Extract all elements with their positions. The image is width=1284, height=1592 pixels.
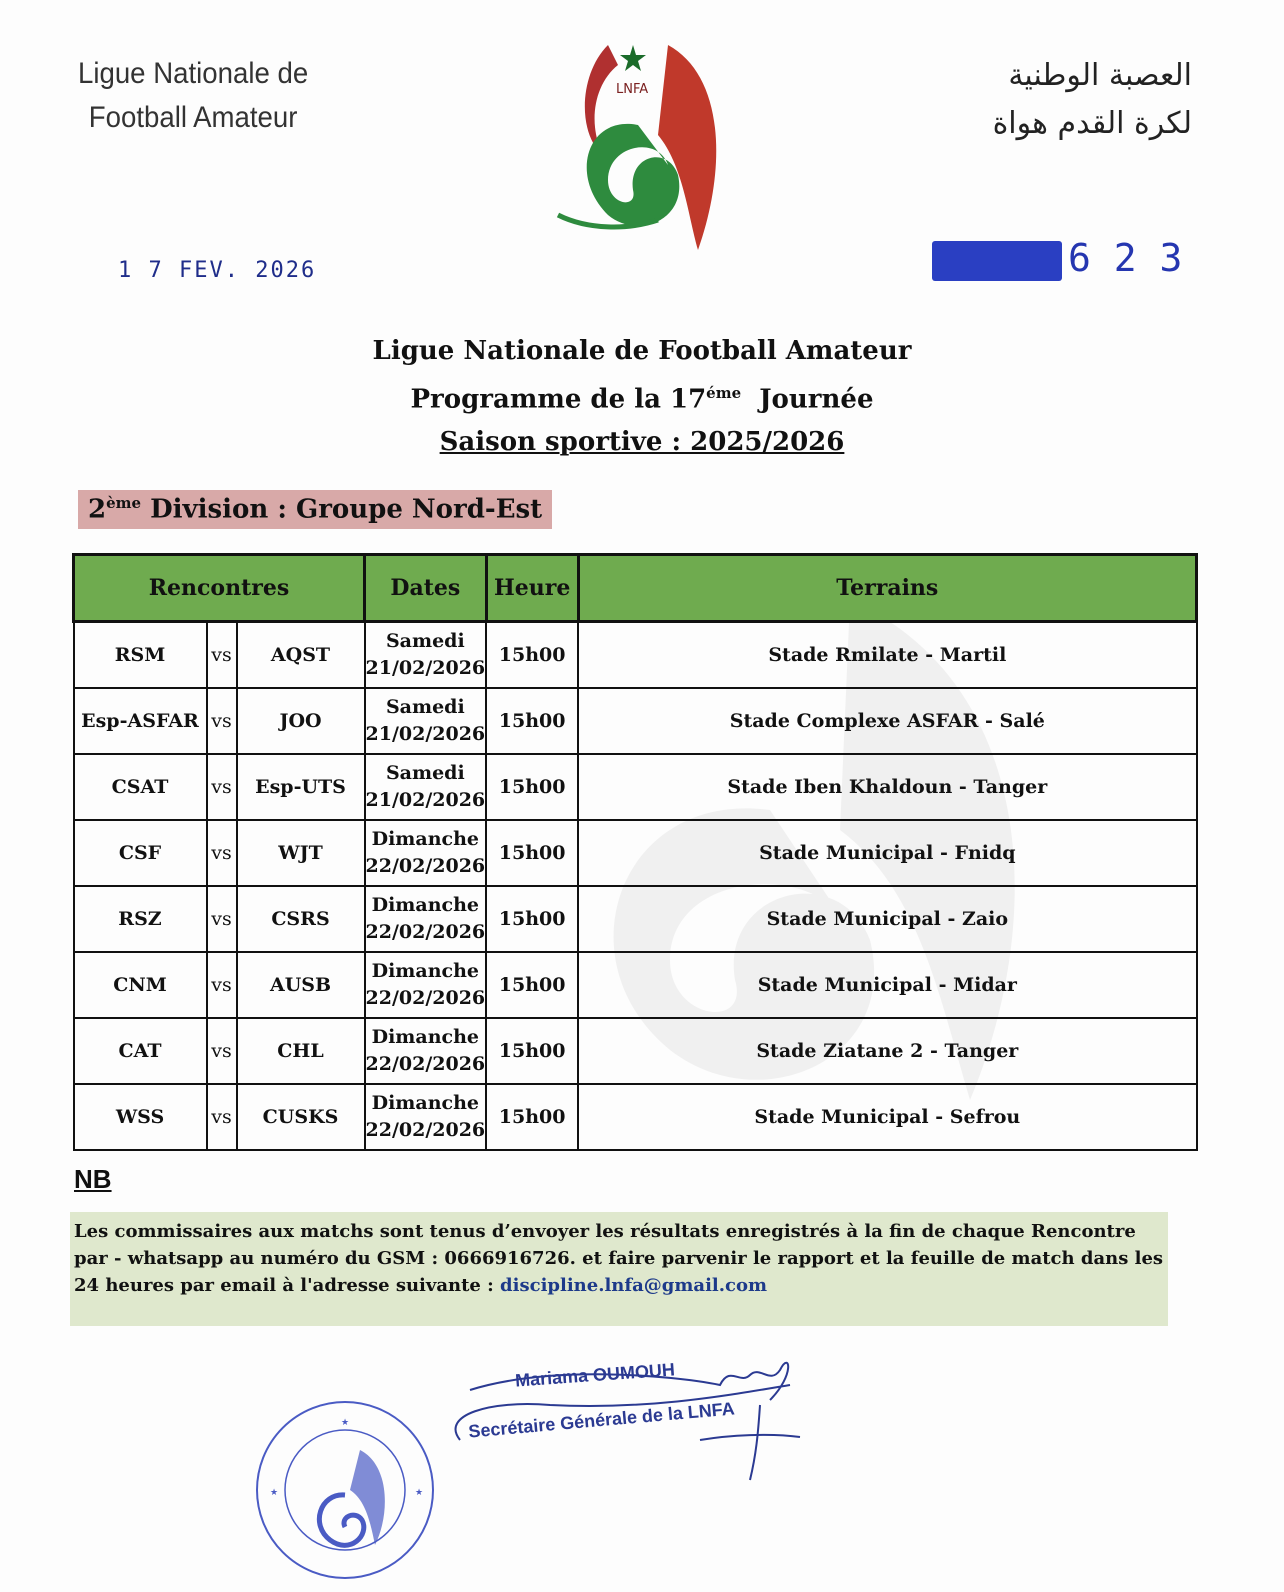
match-venue: Stade Complexe ASFAR - Salé	[578, 688, 1196, 754]
nb-note	[70, 1212, 1168, 1326]
nb-text: Les commissaires aux matchs sont tenus d’envoyer les résultats enregistrés à la fin de chaque Rencontre par - whatsapp au numéro du GSM : 0666916726. et faire parvenir le rapport et la feuille de match dans les 24 heures par email à l'adresse suivante :	[74, 1221, 1164, 1296]
nb-email: discipline.lnfa@gmail.com	[500, 1275, 768, 1296]
division-number: 2	[88, 494, 107, 525]
document-title	[0, 330, 1284, 463]
header-heure: Heure	[486, 555, 578, 622]
header-rencontres: Rencontres	[74, 555, 365, 622]
match-date	[365, 622, 487, 689]
match-time: 15h00	[486, 622, 578, 689]
match-day: Dimanche	[371, 960, 480, 982]
table-row	[74, 622, 1197, 689]
reference-stamp	[932, 236, 1182, 281]
match-day: Dimanche	[371, 1092, 480, 1114]
match-date	[365, 820, 487, 886]
table-row	[74, 820, 1197, 886]
table-row	[74, 688, 1197, 754]
vs-label: vs	[207, 952, 237, 1018]
match-date	[365, 688, 487, 754]
away-team: CSRS	[237, 886, 365, 952]
match-date-value: 21/02/2026	[365, 657, 486, 679]
vs-label: vs	[207, 886, 237, 952]
lnfa-logo	[548, 15, 738, 260]
away-team: AQST	[237, 622, 365, 689]
header-terrains: Terrains	[578, 555, 1196, 622]
division-label	[78, 490, 552, 529]
title-line3: Saison sportive : 2025/2026	[439, 426, 845, 457]
title-line2-suffix: Journée	[759, 384, 874, 415]
match-day: Dimanche	[371, 1026, 480, 1048]
match-date-value: 22/02/2026	[365, 921, 486, 943]
svg-text:★: ★	[270, 1488, 279, 1498]
match-time: 15h00	[486, 886, 578, 952]
match-time: 15h00	[486, 952, 578, 1018]
match-venue: Stade Municipal - Midar	[578, 952, 1196, 1018]
table-row	[74, 886, 1197, 952]
match-date-value: 22/02/2026	[365, 987, 486, 1009]
table-row	[74, 1018, 1197, 1084]
table-row	[74, 1084, 1197, 1150]
away-team: WJT	[237, 820, 365, 886]
nb-label: NB	[74, 1164, 112, 1194]
match-time: 15h00	[486, 754, 578, 820]
vs-label: vs	[207, 688, 237, 754]
away-team: CHL	[237, 1018, 365, 1084]
match-venue: Stade Rmilate - Martil	[578, 622, 1196, 689]
title-line1: Ligue Nationale de Football Amateur	[372, 336, 912, 366]
match-date	[365, 1018, 487, 1084]
home-team: CNM	[74, 952, 207, 1018]
match-day: Samedi	[385, 762, 465, 784]
match-venue: Stade Municipal - Fnidq	[578, 820, 1196, 886]
table-header-row	[74, 555, 1197, 622]
match-day: Dimanche	[371, 894, 480, 916]
vs-label: vs	[207, 820, 237, 886]
home-team: RSZ	[74, 886, 207, 952]
official-seal	[250, 1395, 440, 1585]
match-venue: Stade Municipal - Zaio	[578, 886, 1196, 952]
match-date-value: 22/02/2026	[365, 1053, 486, 1075]
match-date-value: 22/02/2026	[365, 1119, 486, 1141]
vs-label: vs	[207, 1084, 237, 1150]
table-row	[74, 754, 1197, 820]
league-name-ar	[993, 52, 1192, 148]
svg-text:★: ★	[340, 1418, 350, 1428]
title-line2-sup: éme	[706, 384, 742, 402]
away-team: JOO	[237, 688, 365, 754]
match-date	[365, 754, 487, 820]
match-day: Samedi	[385, 630, 465, 652]
match-time: 15h00	[486, 820, 578, 886]
match-day: Samedi	[385, 696, 465, 718]
match-time: 15h00	[486, 688, 578, 754]
match-venue: Stade Iben Khaldoun - Tanger	[578, 754, 1196, 820]
home-team: RSM	[74, 622, 207, 689]
division-sup: ème	[106, 494, 142, 512]
vs-label: vs	[207, 1018, 237, 1084]
table-row	[74, 952, 1197, 1018]
schedule-body	[74, 622, 1197, 1151]
header-dates: Dates	[365, 555, 487, 622]
match-date-value: 21/02/2026	[365, 789, 486, 811]
match-date-value: 22/02/2026	[365, 855, 486, 877]
league-name-fr-line1: Ligue Nationale de	[78, 57, 309, 90]
match-date	[365, 1084, 487, 1150]
league-name-fr	[78, 52, 308, 140]
home-team: WSS	[74, 1084, 207, 1150]
match-date-value: 21/02/2026	[365, 723, 486, 745]
away-team: AUSB	[237, 952, 365, 1018]
signatory-name: Mariama OUMOUH	[514, 1359, 676, 1391]
match-venue: Stade Municipal - Sefrou	[578, 1084, 1196, 1150]
logo-text: LNFA	[616, 82, 649, 97]
league-name-ar-line2: لكرة القدم هواة	[992, 106, 1192, 141]
match-date	[365, 952, 487, 1018]
signatory-role: Secrétaire Générale de la LNFA	[467, 1398, 736, 1442]
away-team: Esp-UTS	[237, 754, 365, 820]
league-name-ar-line1: العصبة الوطنية	[1008, 58, 1192, 93]
schedule-table	[72, 553, 1198, 1151]
match-venue: Stade Ziatane 2 - Tanger	[578, 1018, 1196, 1084]
home-team: CSAT	[74, 754, 207, 820]
home-team: CSF	[74, 820, 207, 886]
league-name-fr-line2: Football Amateur	[88, 101, 298, 134]
match-time: 15h00	[486, 1018, 578, 1084]
vs-label: vs	[207, 622, 237, 689]
reference-number: 6 2 3	[1068, 236, 1183, 280]
vs-label: vs	[207, 754, 237, 820]
match-time: 15h00	[486, 1084, 578, 1150]
svg-text:★: ★	[415, 1488, 424, 1498]
away-team: CUSKS	[237, 1084, 365, 1150]
title-line2-prefix: Programme de la 17	[410, 384, 707, 415]
division-text: Division : Groupe Nord-Est	[150, 494, 543, 525]
title-line2	[0, 372, 1284, 421]
date-stamp: 1 7 FEV. 2026	[118, 258, 317, 283]
redacted-block	[932, 241, 1062, 281]
match-day: Dimanche	[371, 828, 480, 850]
home-team: CAT	[74, 1018, 207, 1084]
home-team: Esp-ASFAR	[74, 688, 207, 754]
match-date	[365, 886, 487, 952]
